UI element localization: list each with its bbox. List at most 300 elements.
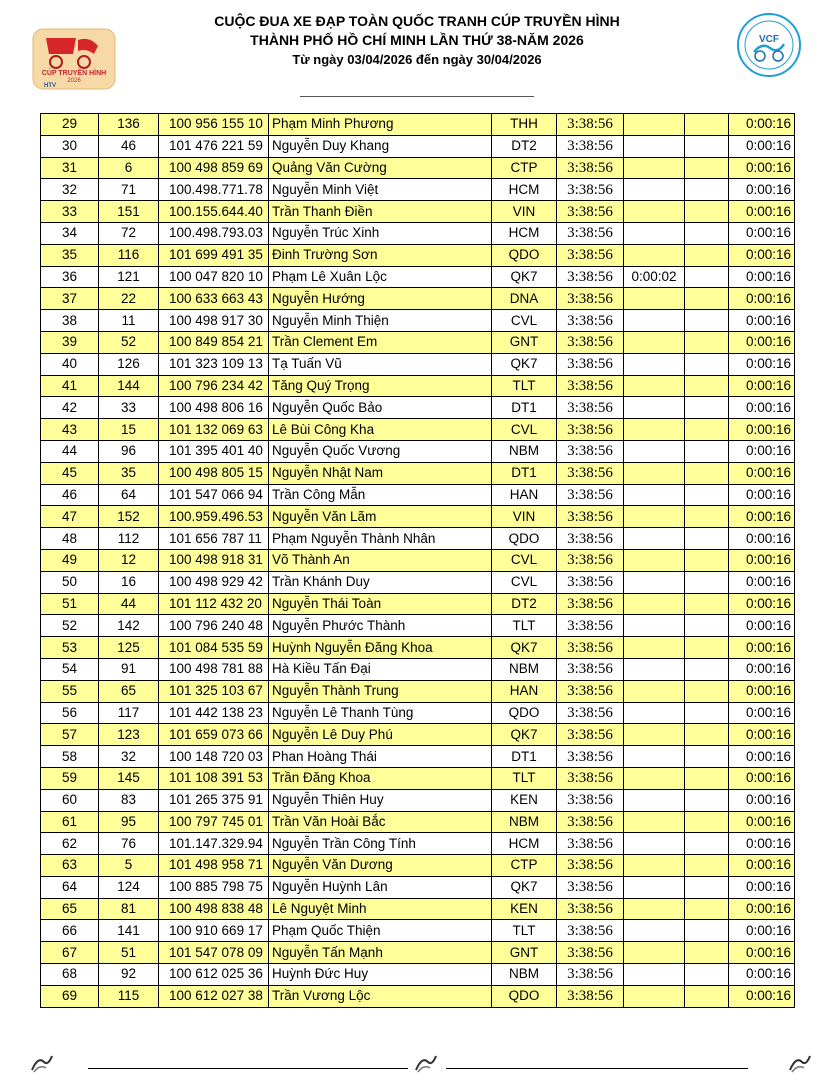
time-gap-cell: 0:00:16 [729,680,795,702]
date-range: Từ ngày 03/04/2026 đến ngày 30/04/2026 [292,52,542,67]
table-row [41,549,795,571]
finish-time-cell: 3:38:56 [557,680,624,702]
penalty-cell [685,506,729,528]
bib-cell: 123 [99,724,159,746]
bonus-time-cell [624,593,685,615]
uci-id-cell: 100.155.644.40 [159,201,269,223]
rank-cell: 51 [41,593,99,615]
team-code-cell: QK7 [492,353,557,375]
rider-name-cell: Phạm Quốc Thiện [269,920,492,942]
rank-cell: 29 [41,114,99,136]
table-row [41,964,795,986]
rank-cell: 60 [41,789,99,811]
team-code-cell: CVL [492,571,557,593]
penalty-cell [685,179,729,201]
rider-name-cell: Võ Thành An [269,549,492,571]
uci-id-cell: 101 084 535 59 [159,637,269,659]
footer-divider-right [446,1068,748,1069]
bib-cell: 46 [99,135,159,157]
team-code-cell: THH [492,114,557,136]
team-code-cell: DT1 [492,462,557,484]
finish-time-cell: 3:38:56 [557,876,624,898]
time-gap-cell: 0:00:16 [729,985,795,1007]
penalty-cell [685,615,729,637]
rank-cell: 56 [41,702,99,724]
penalty-cell [685,397,729,419]
uci-id-cell: 101.147.329.94 [159,833,269,855]
bonus-time-cell [624,702,685,724]
penalty-cell [685,222,729,244]
rank-cell: 42 [41,397,99,419]
bonus-time-cell [624,855,685,877]
page-header [0,0,834,105]
penalty-cell [685,746,729,768]
penalty-cell [685,767,729,789]
time-gap-cell: 0:00:16 [729,724,795,746]
bonus-time-cell [624,964,685,986]
team-code-cell: NBM [492,964,557,986]
rank-cell: 67 [41,942,99,964]
rank-cell: 63 [41,855,99,877]
rank-cell: 34 [41,222,99,244]
finish-time-cell: 3:38:56 [557,506,624,528]
bib-cell: 72 [99,222,159,244]
rider-name-cell: Nguyễn Phước Thành [269,615,492,637]
uci-id-cell: 100 047 820 10 [159,266,269,288]
time-gap-cell: 0:00:16 [729,789,795,811]
rank-cell: 43 [41,419,99,441]
penalty-cell [685,833,729,855]
table-row [41,833,795,855]
bonus-time-cell [624,397,685,419]
rider-name-cell: Trần Văn Hoài Bắc [269,811,492,833]
finish-time-cell: 3:38:56 [557,397,624,419]
rider-name-cell: Nguyễn Huỳnh Lân [269,876,492,898]
table-row [41,310,795,332]
finish-time-cell: 3:38:56 [557,419,624,441]
bib-cell: 95 [99,811,159,833]
table-row [41,789,795,811]
finish-time-cell: 3:38:56 [557,571,624,593]
footer-divider-left [88,1068,408,1069]
rank-cell: 38 [41,310,99,332]
uci-id-cell: 100 498 929 42 [159,571,269,593]
bib-cell: 151 [99,201,159,223]
time-gap-cell: 0:00:16 [729,201,795,223]
time-gap-cell: 0:00:16 [729,375,795,397]
team-code-cell: TLT [492,767,557,789]
team-code-cell: DT1 [492,397,557,419]
table-row [41,419,795,441]
finish-time-cell: 3:38:56 [557,288,624,310]
table-row [41,528,795,550]
time-gap-cell: 0:00:16 [729,266,795,288]
bib-cell: 144 [99,375,159,397]
time-gap-cell: 0:00:16 [729,179,795,201]
rank-cell: 31 [41,157,99,179]
rank-cell: 57 [41,724,99,746]
bib-cell: 126 [99,353,159,375]
team-code-cell: CVL [492,549,557,571]
rank-cell: 53 [41,637,99,659]
title-line-2: THÀNH PHỐ HỒ CHÍ MINH LẦN THỨ 38-NĂM 2026 [250,32,584,48]
time-gap-cell: 0:00:16 [729,920,795,942]
bib-cell: 152 [99,506,159,528]
bonus-time-cell [624,833,685,855]
finish-time-cell: 3:38:56 [557,637,624,659]
finish-time-cell: 3:38:56 [557,157,624,179]
finish-time-cell: 3:38:56 [557,658,624,680]
rank-cell: 45 [41,462,99,484]
table-row [41,658,795,680]
table-row [41,767,795,789]
uci-id-cell: 101 656 787 11 [159,528,269,550]
table-row [41,222,795,244]
svg-text:2026: 2026 [67,78,81,84]
team-code-cell: QDO [492,702,557,724]
finish-time-cell: 3:38:56 [557,964,624,986]
team-code-cell: CVL [492,419,557,441]
uci-id-cell: 100.498.793.03 [159,222,269,244]
time-gap-cell: 0:00:16 [729,702,795,724]
rank-cell: 64 [41,876,99,898]
penalty-cell [685,571,729,593]
bonus-time-cell [624,876,685,898]
team-code-cell: KEN [492,898,557,920]
time-gap-cell: 0:00:16 [729,637,795,659]
bib-cell: 141 [99,920,159,942]
title-line-1: CUỘC ĐUA XE ĐẠP TOÀN QUỐC TRANH CÚP TRUYỀN HÌNH [214,13,620,29]
finish-time-cell: 3:38:56 [557,375,624,397]
rank-cell: 40 [41,353,99,375]
cyclist-swirl-icon [412,1050,438,1076]
uci-id-cell: 100 498 806 16 [159,397,269,419]
rider-name-cell: Phạm Lê Xuân Lộc [269,266,492,288]
uci-id-cell: 101 699 491 35 [159,244,269,266]
team-code-cell: GNT [492,331,557,353]
finish-time-cell: 3:38:56 [557,833,624,855]
table-row [41,397,795,419]
uci-id-cell: 100 633 663 43 [159,288,269,310]
bonus-time-cell [624,920,685,942]
time-gap-cell: 0:00:16 [729,157,795,179]
uci-id-cell: 101 395 401 40 [159,440,269,462]
penalty-cell [685,985,729,1007]
rider-name-cell: Tạ Tuấn Vũ [269,353,492,375]
bib-cell: 112 [99,528,159,550]
penalty-cell [685,375,729,397]
time-gap-cell: 0:00:16 [729,528,795,550]
bib-cell: 71 [99,179,159,201]
finish-time-cell: 3:38:56 [557,244,624,266]
team-code-cell: HCM [492,179,557,201]
table-row [41,680,795,702]
time-gap-cell: 0:00:16 [729,876,795,898]
finish-time-cell: 3:38:56 [557,179,624,201]
team-code-cell: HCM [492,222,557,244]
team-code-cell: TLT [492,375,557,397]
rider-name-cell: Nguyễn Nhật Nam [269,462,492,484]
bib-cell: 64 [99,484,159,506]
bib-cell: 35 [99,462,159,484]
team-code-cell: NBM [492,811,557,833]
time-gap-cell: 0:00:16 [729,658,795,680]
bib-cell: 145 [99,767,159,789]
htv-cup-logo [32,28,116,90]
rider-name-cell: Nguyễn Văn Dương [269,855,492,877]
team-code-cell: QDO [492,528,557,550]
time-gap-cell: 0:00:16 [729,506,795,528]
team-code-cell: QDO [492,985,557,1007]
finish-time-cell: 3:38:56 [557,331,624,353]
title-underline [300,96,534,97]
bonus-time-cell [624,811,685,833]
uci-id-cell: 100 612 027 38 [159,985,269,1007]
bib-cell: 125 [99,637,159,659]
uci-id-cell: 100 885 798 75 [159,876,269,898]
penalty-cell [685,549,729,571]
team-code-cell: CTP [492,855,557,877]
penalty-cell [685,789,729,811]
rider-name-cell: Phạm Minh Phương [269,114,492,136]
bib-cell: 12 [99,549,159,571]
table-row [41,288,795,310]
rider-name-cell: Nguyễn Trần Công Tính [269,833,492,855]
finish-time-cell: 3:38:56 [557,462,624,484]
table-row [41,331,795,353]
uci-id-cell: 101 108 391 53 [159,767,269,789]
rank-cell: 41 [41,375,99,397]
rider-name-cell: Hà Kiều Tấn Đại [269,658,492,680]
time-gap-cell: 0:00:16 [729,114,795,136]
penalty-cell [685,201,729,223]
rider-name-cell: Trần Đăng Khoa [269,767,492,789]
uci-id-cell: 100 796 234 42 [159,375,269,397]
bonus-time-cell [624,331,685,353]
time-gap-cell: 0:00:16 [729,811,795,833]
bonus-time-cell [624,179,685,201]
finish-time-cell: 3:38:56 [557,615,624,637]
uci-id-cell: 101 547 066 94 [159,484,269,506]
finish-time-cell: 3:38:56 [557,702,624,724]
penalty-cell [685,419,729,441]
penalty-cell [685,331,729,353]
rider-name-cell: Trần Thanh Điền [269,201,492,223]
bib-cell: 96 [99,440,159,462]
bonus-time-cell [624,157,685,179]
penalty-cell [685,811,729,833]
penalty-cell [685,724,729,746]
rank-cell: 30 [41,135,99,157]
rank-cell: 36 [41,266,99,288]
bonus-time-cell [624,658,685,680]
uci-id-cell: 101 442 138 23 [159,702,269,724]
uci-id-cell: 100 796 240 48 [159,615,269,637]
team-code-cell: GNT [492,942,557,964]
finish-time-cell: 3:38:56 [557,266,624,288]
table-row [41,375,795,397]
bonus-time-cell [624,419,685,441]
time-gap-cell: 0:00:16 [729,353,795,375]
finish-time-cell: 3:38:56 [557,898,624,920]
rider-name-cell: Nguyễn Minh Thiện [269,310,492,332]
rank-cell: 59 [41,767,99,789]
finish-time-cell: 3:38:56 [557,114,624,136]
penalty-cell [685,310,729,332]
rider-name-cell: Trần Clement Em [269,331,492,353]
bonus-time-cell [624,462,685,484]
table-row [41,746,795,768]
penalty-cell [685,637,729,659]
table-row [41,135,795,157]
rider-name-cell: Phạm Nguyễn Thành Nhân [269,528,492,550]
table-row [41,353,795,375]
time-gap-cell: 0:00:16 [729,549,795,571]
bib-cell: 124 [99,876,159,898]
uci-id-cell: 101 476 221 59 [159,135,269,157]
uci-id-cell: 100 498 918 31 [159,549,269,571]
time-gap-cell: 0:00:16 [729,310,795,332]
bib-cell: 33 [99,397,159,419]
rank-cell: 69 [41,985,99,1007]
uci-id-cell: 101 323 109 13 [159,353,269,375]
table-row [41,484,795,506]
rank-cell: 61 [41,811,99,833]
bonus-time-cell [624,767,685,789]
uci-id-cell: 101 659 073 66 [159,724,269,746]
svg-text:CÚP TRUYỀN HÌNH: CÚP TRUYỀN HÌNH [41,70,107,77]
time-gap-cell: 0:00:16 [729,615,795,637]
uci-id-cell: 101 265 375 91 [159,789,269,811]
uci-id-cell: 100 910 669 17 [159,920,269,942]
uci-id-cell: 101 132 069 63 [159,419,269,441]
uci-id-cell: 101 498 958 71 [159,855,269,877]
table-row [41,440,795,462]
table-row [41,876,795,898]
finish-time-cell: 3:38:56 [557,222,624,244]
rider-name-cell: Nguyễn Duy Khang [269,135,492,157]
rider-name-cell: Đinh Trường Sơn [269,244,492,266]
penalty-cell [685,942,729,964]
bib-cell: 51 [99,942,159,964]
results-table [40,113,795,1008]
rider-name-cell: Trần Vương Lộc [269,985,492,1007]
rider-name-cell: Nguyễn Thành Trung [269,680,492,702]
team-code-cell: VIN [492,506,557,528]
team-code-cell: DNA [492,288,557,310]
table-row [41,201,795,223]
uci-id-cell: 100 797 745 01 [159,811,269,833]
table-row [41,244,795,266]
rank-cell: 52 [41,615,99,637]
team-code-cell: QK7 [492,724,557,746]
bib-cell: 76 [99,833,159,855]
bib-cell: 83 [99,789,159,811]
bonus-time-cell [624,724,685,746]
rider-name-cell: Lê Nguyệt Minh [269,898,492,920]
table-row [41,157,795,179]
penalty-cell [685,288,729,310]
time-gap-cell: 0:00:16 [729,135,795,157]
time-gap-cell: 0:00:16 [729,767,795,789]
rider-name-cell: Trần Công Mẫn [269,484,492,506]
rank-cell: 39 [41,331,99,353]
team-code-cell: CVL [492,310,557,332]
rider-name-cell: Lê Bùi Công Kha [269,419,492,441]
uci-id-cell: 100 956 155 10 [159,114,269,136]
rank-cell: 44 [41,440,99,462]
penalty-cell [685,898,729,920]
rider-name-cell: Nguyễn Trúc Xinh [269,222,492,244]
bib-cell: 92 [99,964,159,986]
time-gap-cell: 0:00:16 [729,419,795,441]
time-gap-cell: 0:00:16 [729,855,795,877]
bib-cell: 142 [99,615,159,637]
bonus-time-cell [624,375,685,397]
penalty-cell [685,266,729,288]
rank-cell: 68 [41,964,99,986]
bonus-time-cell [624,484,685,506]
finish-time-cell: 3:38:56 [557,746,624,768]
table-row [41,266,795,288]
uci-id-cell: 100 498 838 48 [159,898,269,920]
time-gap-cell: 0:00:16 [729,397,795,419]
rider-name-cell: Quảng Văn Cường [269,157,492,179]
team-code-cell: CTP [492,157,557,179]
rider-name-cell: Nguyễn Quốc Vương [269,440,492,462]
time-gap-cell: 0:00:16 [729,331,795,353]
bonus-time-cell [624,680,685,702]
bonus-time-cell [624,135,685,157]
bonus-time-cell [624,528,685,550]
bonus-time-cell [624,985,685,1007]
team-code-cell: QK7 [492,266,557,288]
rank-cell: 55 [41,680,99,702]
time-gap-cell: 0:00:16 [729,462,795,484]
svg-text:HTV: HTV [44,83,56,89]
time-gap-cell: 0:00:16 [729,484,795,506]
table-row [41,593,795,615]
team-code-cell: QDO [492,244,557,266]
rider-name-cell: Nguyễn Lê Duy Phú [269,724,492,746]
finish-time-cell: 3:38:56 [557,789,624,811]
table-row [41,942,795,964]
bonus-time-cell [624,222,685,244]
uci-id-cell: 100 148 720 03 [159,746,269,768]
penalty-cell [685,680,729,702]
rider-name-cell: Huỳnh Nguyễn Đăng Khoa [269,637,492,659]
uci-id-cell: 100 498 805 15 [159,462,269,484]
bib-cell: 16 [99,571,159,593]
bib-cell: 65 [99,680,159,702]
penalty-cell [685,135,729,157]
bib-cell: 11 [99,310,159,332]
penalty-cell [685,528,729,550]
time-gap-cell: 0:00:16 [729,288,795,310]
time-gap-cell: 0:00:16 [729,571,795,593]
penalty-cell [685,114,729,136]
penalty-cell [685,484,729,506]
rank-cell: 48 [41,528,99,550]
rank-cell: 62 [41,833,99,855]
finish-time-cell: 3:38:56 [557,767,624,789]
penalty-cell [685,964,729,986]
penalty-cell [685,702,729,724]
bib-cell: 22 [99,288,159,310]
finish-time-cell: 3:38:56 [557,353,624,375]
penalty-cell [685,244,729,266]
penalty-cell [685,658,729,680]
